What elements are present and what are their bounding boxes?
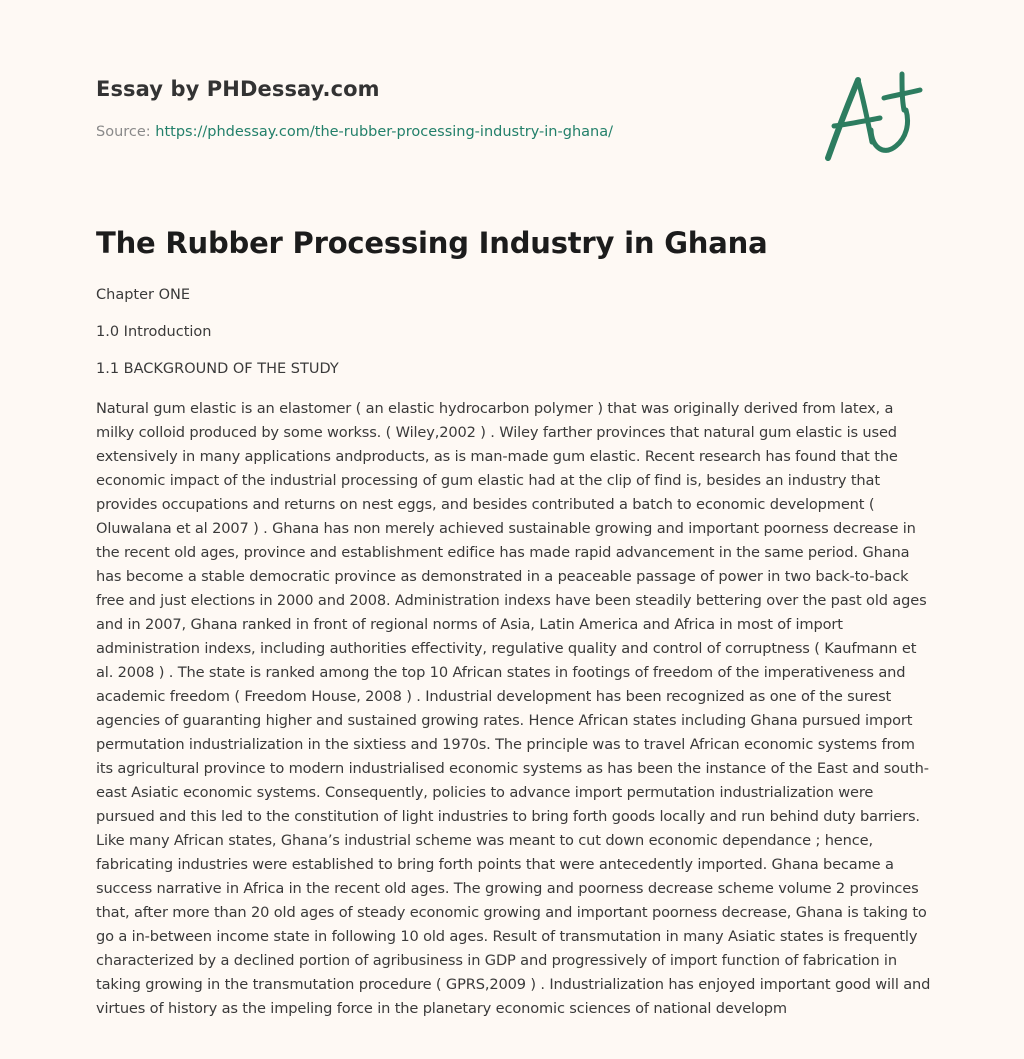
section-heading: 1.0 Introduction bbox=[96, 324, 212, 340]
source-line bbox=[96, 124, 613, 140]
subsection-heading: 1.1 BACKGROUND OF THE STUDY bbox=[96, 361, 339, 377]
source-label: Source: bbox=[96, 124, 151, 140]
essay-page bbox=[96, 0, 932, 1017]
source-link[interactable]: https://phdessay.com/the-rubber-processing-industry-in-ghana/ bbox=[155, 124, 613, 140]
body-paragraph: Natural gum elastic is an elastomer ( an elastic hydrocarbon polymer ) that was originally derived from latex, a milky colloid produced by some workss. ( Wiley,2002 ) . Wiley farther provinces that natural gum elastic is used extensively in many applications andproducts, as is man-made gum elastic. Recent research has found that the economic impact of the industrial processing of gum elastic had at the clip of find is, besides an industry that provides occupations and returns on nest eggs, and besides contributed a batch to economic development ( Oluwalana et al 2007 ) . Ghana has non merely achieved sustainable growing and important poorness decrease in the recent old ages, province and establishment edifice has made rapid advancement in the same period. Ghana has become a stable democratic province as demonstrated in a peaceable passage of power in two back-to-back free and just elections in 2000 and 2008. Administration indexs have been steadily bettering over the past old ages and in 2007, Ghana ranked in front of regional norms of Asia, Latin America and Africa in most of import administration indexs, including authorities effectivity, regulative quality and control of corruptness ( Kaufmann et al. 2008 ) . The state is ranked among the top 10 African states in footings of freedom of the imperativeness and academic freedom ( Freedom House, 2008 ) . Industrial development has been recognized as one of the surest agencies of guaranting higher and sustained growing rates. Hence African states including Ghana pursued import permutation industrialization in the sixtiess and 1970s. The principle was to travel African economic systems from its agricultural province to modern industrialised economic systems as has been the instance of the East and south-east Asiatic economic systems. Consequently, policies to advance import permutation industrialization were pursued and this led to the constitution of light industries to bring forth goods locally and run behind duty barriers. Like many African states, Ghana’s industrial scheme was meant to cut down economic dependance ; hence, fabricating industries were established to bring forth points that were antecedently imported. Ghana became a success narrative in Africa in the recent old ages. The growing and poorness decrease scheme volume 2 provinces that, after more than 20 old ages of steady economic growing and important poorness decrease, Ghana is taking to go a in-between income state in following 10 old ages. Result of transmutation in many Asiatic states is frequently characterized by a declined portion of agribusiness in GDP and progressively of import function of fabrication in taking growing in the transmutation procedure ( GPRS,2009 ) . Industrialization has enjoyed important good will and virtues of history as the impeling force in the planetary economic sciences of national developm bbox=[96, 400, 931, 1017]
page-header bbox=[96, 0, 932, 200]
document-title: The Rubber Processing Industry in Ghana bbox=[96, 226, 768, 260]
chapter-label: Chapter ONE bbox=[96, 287, 191, 303]
brand-title: Essay by PHDessay.com bbox=[96, 77, 380, 101]
a-plus-grade-icon bbox=[824, 68, 928, 164]
